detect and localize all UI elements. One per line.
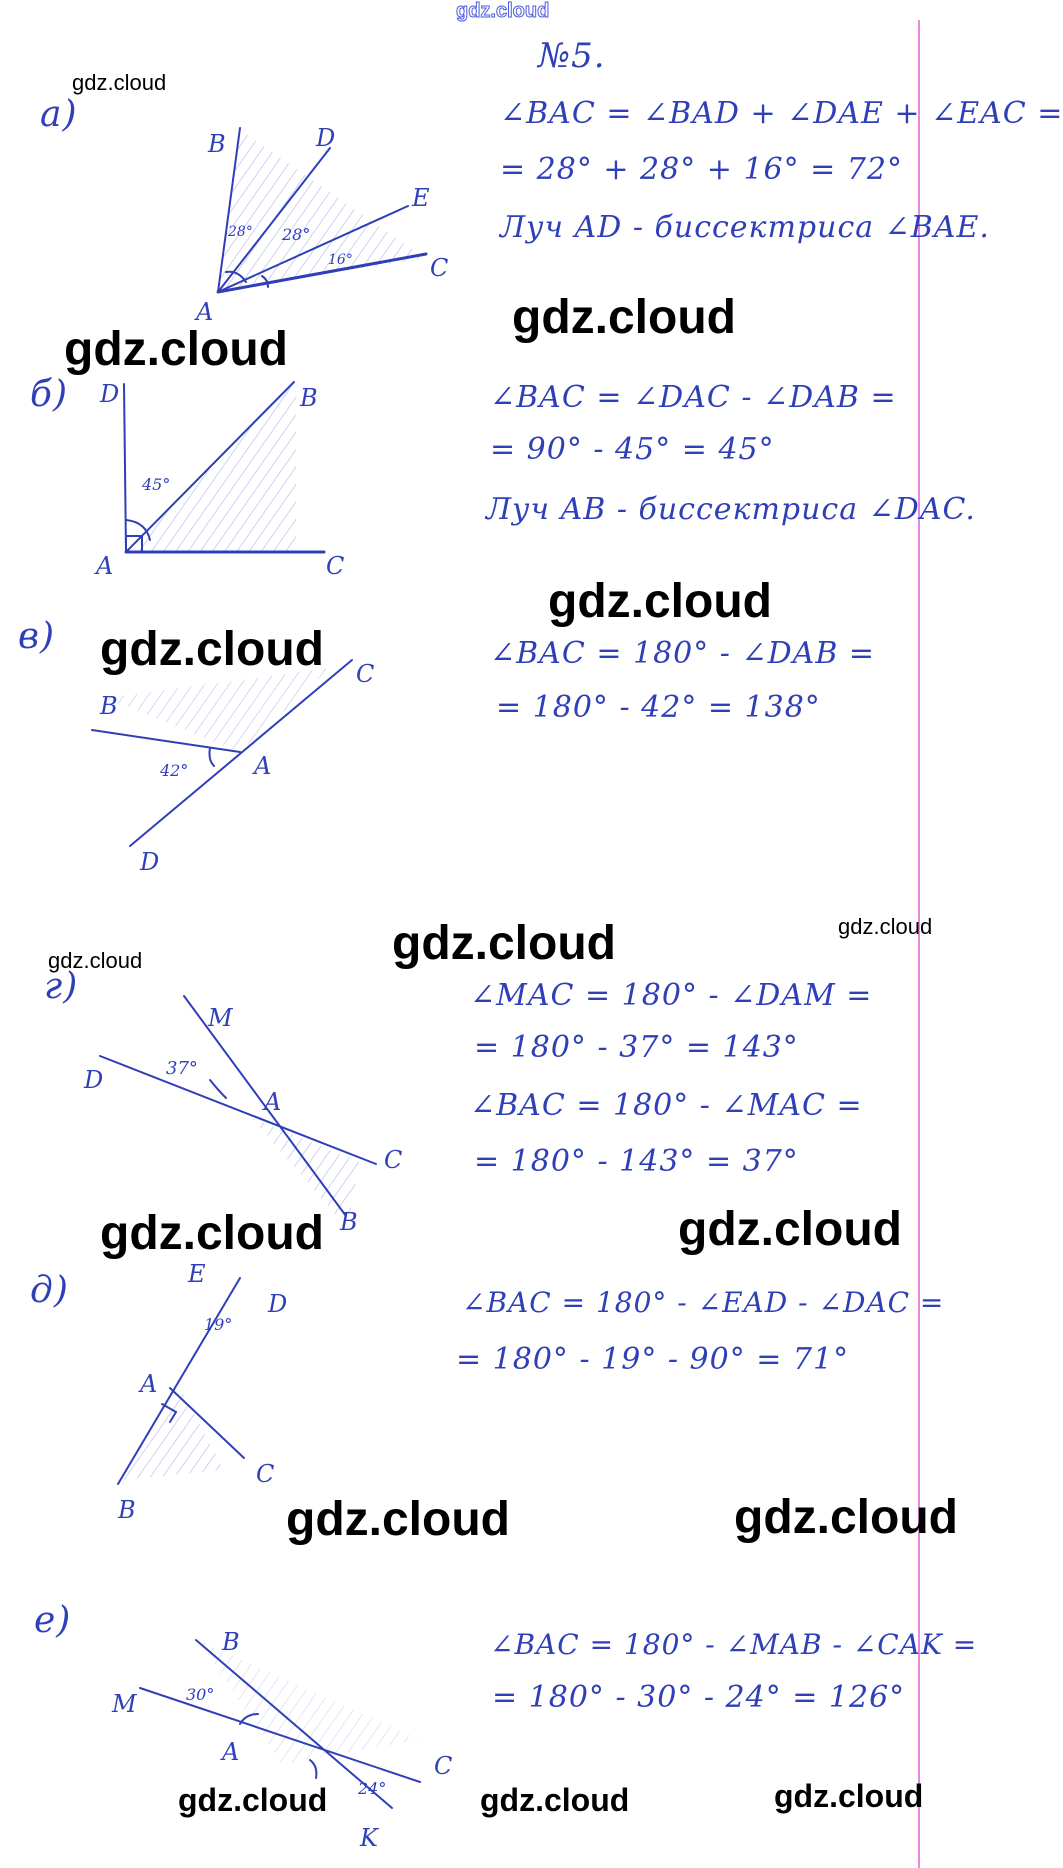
- problem-number: №5.: [538, 36, 606, 76]
- figure-a: [218, 128, 426, 292]
- figure-v: [92, 660, 352, 846]
- part-g-line-3: ∠BAC = 180° - ∠MAC =: [470, 1088, 863, 1123]
- part-g-line-4: = 180° - 143° = 37°: [474, 1144, 799, 1179]
- point-label-b-c: C: [326, 552, 345, 580]
- point-label-a-a: A: [196, 298, 214, 326]
- point-label-g-c: C: [384, 1146, 403, 1174]
- angle-label-a-2: 16°: [328, 252, 353, 268]
- point-label-d-d: D: [268, 1290, 288, 1318]
- angle-label-v-0: 42°: [160, 761, 189, 780]
- point-label-b-a: A: [96, 552, 114, 580]
- figure-labels: [83, 124, 452, 1852]
- angle-label-g-0: 37°: [166, 1058, 198, 1079]
- part-label-a: а): [40, 94, 78, 135]
- watermark: gdz.cloud: [100, 623, 324, 676]
- point-label-g-a: A: [264, 1088, 282, 1116]
- point-label-v-b: B: [100, 692, 118, 720]
- figure-d: [118, 1278, 244, 1484]
- figure-g: [100, 996, 376, 1220]
- angle-label-e-0: 30°: [186, 1685, 215, 1704]
- point-label-a-d: D: [316, 124, 336, 152]
- angle-label-a-0: 28°: [228, 224, 253, 240]
- point-label-g-m: M: [208, 1004, 233, 1032]
- point-label-e-k: K: [360, 1824, 378, 1852]
- part-b-line-3: Луч AB - биссектриса ∠DAC.: [486, 492, 976, 527]
- point-label-e-b: B: [222, 1628, 240, 1656]
- part-e-line-2: = 180° - 30° - 24° = 126°: [492, 1680, 906, 1715]
- part-label-g: г): [44, 966, 79, 1007]
- part-label-e: е): [34, 1600, 72, 1641]
- part-label-v: в): [18, 616, 55, 657]
- point-label-v-d: D: [140, 848, 160, 876]
- part-label-b: б): [30, 374, 69, 415]
- part-b-line-2: = 90° - 45° = 45°: [490, 432, 775, 467]
- watermark: gdz.cloud: [678, 1203, 902, 1256]
- point-label-a-e: E: [412, 184, 430, 212]
- watermark: gdz.cloud: [838, 914, 933, 939]
- watermark: gdz.cloud: [512, 291, 736, 344]
- figure-b: [124, 382, 324, 552]
- point-label-b-b: B: [300, 384, 318, 412]
- point-label-b-d: D: [100, 380, 120, 408]
- watermark: gdz.cloud: [548, 575, 772, 628]
- point-label-v-a: A: [254, 752, 272, 780]
- part-b-line-1: ∠BAC = ∠DAC - ∠DAB =: [490, 380, 897, 415]
- part-v-line-1: ∠BAC = 180° - ∠DAB =: [490, 636, 876, 671]
- part-a-line-3: Луч AD - биссектриса ∠BAE.: [500, 210, 990, 245]
- watermark: gdz.cloud: [178, 1782, 328, 1818]
- point-label-d-a: A: [140, 1370, 158, 1398]
- watermark: gdz.cloud: [286, 1493, 510, 1546]
- part-g-line-1: ∠MAC = 180° - ∠DAM =: [470, 978, 873, 1013]
- angle-label-a-1: 28°: [282, 225, 311, 244]
- point-label-e-m: M: [112, 1690, 137, 1718]
- point-label-d-b: B: [118, 1496, 136, 1524]
- part-e-line-1: ∠BAC = 180° - ∠MAB - ∠CAK =: [490, 1628, 978, 1661]
- point-label-g-d: D: [84, 1066, 104, 1094]
- part-a-line-2: = 28° + 28° + 16° = 72°: [500, 152, 903, 187]
- point-label-e-a: A: [222, 1738, 240, 1766]
- part-d-line-2: = 180° - 19° - 90° = 71°: [456, 1342, 850, 1377]
- point-label-e-c: C: [434, 1752, 453, 1780]
- point-label-a-b: B: [208, 130, 226, 158]
- part-d-line-1: ∠BAC = 180° - ∠EAD - ∠DAC =: [462, 1286, 945, 1319]
- point-label-a-c: C: [430, 254, 449, 282]
- point-label-d-e: E: [188, 1260, 206, 1288]
- angle-label-e-1: 24°: [358, 1779, 387, 1798]
- watermark: gdz.cloud: [774, 1778, 924, 1814]
- watermark: gdz.cloud: [48, 948, 143, 973]
- watermark: gdz.cloud: [100, 1207, 324, 1260]
- point-label-v-c: C: [356, 660, 375, 688]
- watermark: gdz.cloud: [64, 323, 288, 376]
- angle-label-d-0: 19°: [204, 1315, 233, 1334]
- watermark: gdz.cloud: [72, 70, 167, 95]
- watermark-top: gdz.cloud: [456, 0, 550, 22]
- part-g-line-2: = 180° - 37° = 143°: [474, 1030, 799, 1065]
- point-label-d-c: C: [256, 1460, 275, 1488]
- part-v-line-2: = 180° - 42° = 138°: [496, 690, 821, 725]
- watermark: gdz.cloud: [734, 1491, 958, 1544]
- angle-label-b-0: 45°: [142, 475, 171, 494]
- part-a-line-1: ∠BAC = ∠BAD + ∠DAE + ∠EAC =: [500, 96, 1063, 131]
- point-label-g-b: B: [340, 1208, 358, 1236]
- watermark: gdz.cloud: [480, 1782, 630, 1818]
- watermark: gdz.cloud: [392, 917, 616, 970]
- part-label-d: д): [30, 1270, 69, 1311]
